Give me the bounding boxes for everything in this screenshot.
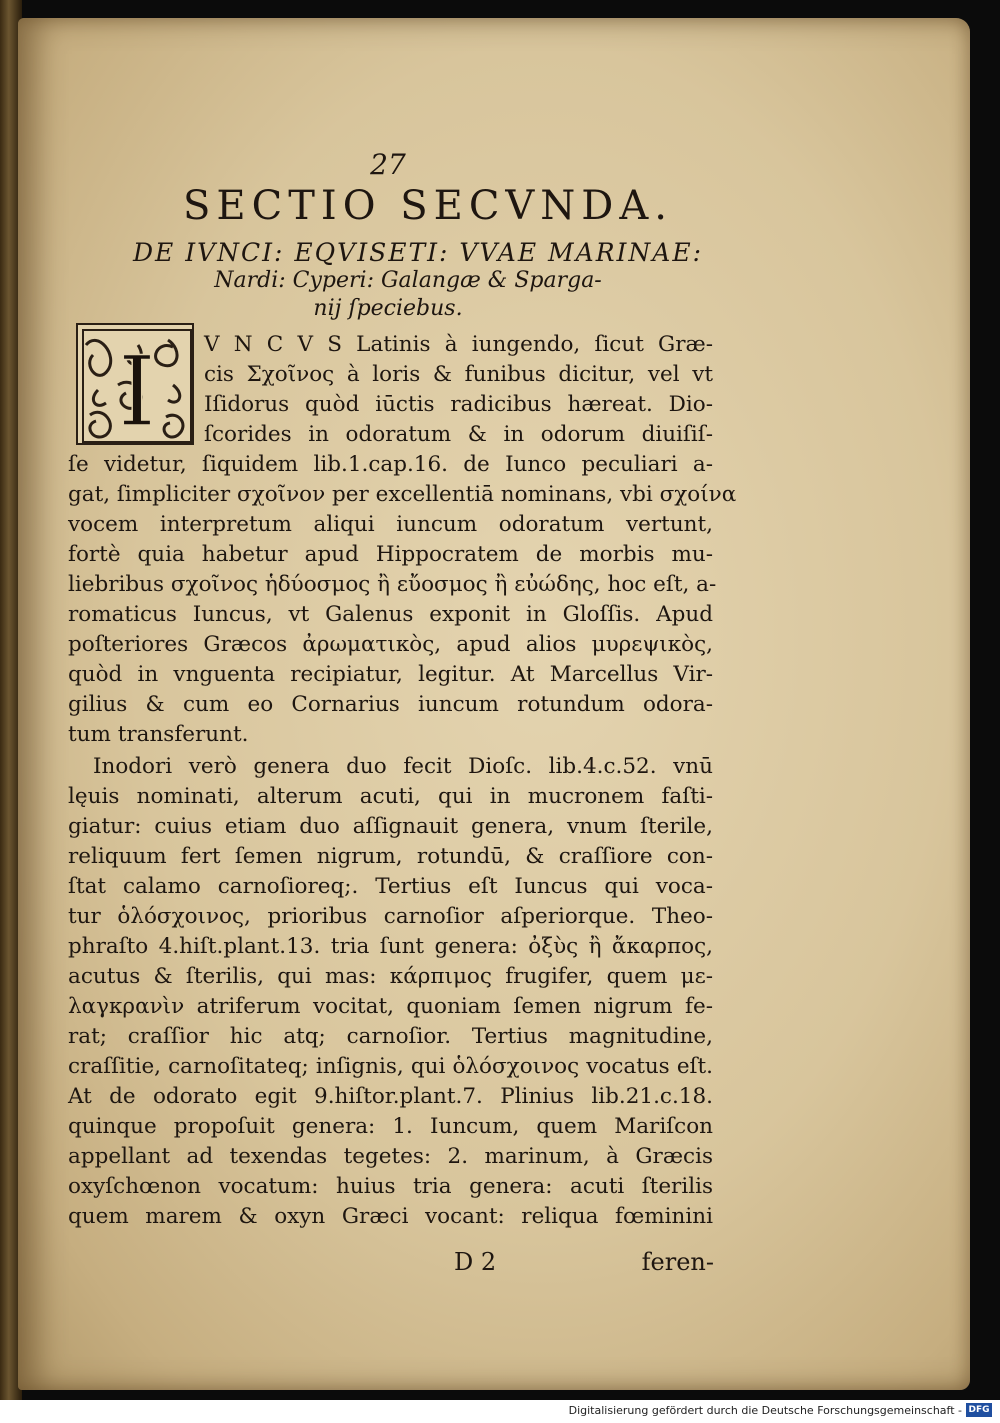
text-line: lęuis nominati, alterum acuti, qui in mucronem faſti- xyxy=(68,784,713,809)
dfg-logo: DFG xyxy=(966,1403,992,1417)
subtitle-line-3: nij ſpeciebus. xyxy=(313,296,463,321)
page-number: 27 xyxy=(370,148,406,181)
text-line: ſtat calamo carnoſioreq;. Tertius eſt Iuncus qui voca- xyxy=(68,874,713,899)
text-line: acutus & ſterilis, qui mas: κάρπιμος frugifer, quem με- xyxy=(68,964,713,989)
text-line: liebribus σχοῖνος ἡδύοσμος ἢ εὔοσμος ἢ εὐώδης, hoc eſt, a- xyxy=(68,572,717,597)
text-line: reliquum fert ſemen nigrum, rotundū, & craſſiore con- xyxy=(68,844,713,869)
subtitle-line-1: DE IVNCI: EQVISETI: VVAE MARINAE: xyxy=(132,238,703,267)
text-line: fortè quia habetur apud Hippocratem de morbis mu- xyxy=(68,542,713,567)
text-line: quòd in vnguenta recipiatur, legitur. At Marcellus Vir- xyxy=(68,662,713,687)
text-line: ſcorides in odoratum & in odorum diuiſiſ- xyxy=(204,422,713,447)
text-line: quinque propoſuit genera: 1. Iuncum, quem Mariſcon xyxy=(68,1114,713,1139)
text-line: oxyſchœnon vocatum: huius tria genera: acuti ſterilis xyxy=(68,1174,713,1199)
text-line: Iſidorus quòd iūctis radicibus hæreat. Dio- xyxy=(204,392,713,417)
subtitle-line-2: Nardi: Cyperi: Galangæ & Sparga- xyxy=(214,268,602,293)
text-line: appellant ad texendas tegetes: 2. marinum, à Græcis xyxy=(68,1144,713,1169)
footer-credit: Digitalisierung gefördert durch die Deutsche Forschungsgemeinschaft - xyxy=(568,1404,962,1417)
text-line: romaticus Iuncus, vt Galenus exponit in Gloſſis. Apud xyxy=(68,602,713,627)
text-line: Inodori verò genera duo fecit Dioſc. lib.4.c.52. vnū xyxy=(93,754,713,779)
text-line: gat, ſimpliciter σχοῖνον per excellentiā nominans, vbi σχοίνα xyxy=(68,482,737,507)
text-line: craſſitie, carnoſitateq; inſignis, qui ὁλόσχοινος vocatus eſt. xyxy=(68,1054,713,1079)
text-line: vocem interpretum aliqui iuncum odoratum vertunt, xyxy=(68,512,713,537)
text-line: cis Σχοῖνος à loris & funibus dicitur, vel vt xyxy=(204,362,713,387)
signature-mark: D 2 xyxy=(454,1248,497,1276)
text-line: poſteriores Græcos ἀρωματικὸς, apud alios μυρεψικὸς, xyxy=(68,632,713,657)
text-line: λαγκρανὶν atriferum vocitat, quoniam ſemen nigrum fe- xyxy=(68,994,713,1019)
book-page xyxy=(18,18,970,1390)
drop-cap-letter: I xyxy=(118,336,156,447)
text-line: quem marem & oxyn Græci vocant: reliqua fœminini xyxy=(68,1204,713,1229)
text-line: phraſto 4.hiſt.plant.13. tria ſunt genera: ὀξὺς ἢ ἄκαρπος, xyxy=(68,934,713,959)
text-line: giatur: cuius etiam duo aſſignauit genera, vnum ſterile, xyxy=(68,814,713,839)
text-line: V N C V S Latinis à iungendo, ſicut Græ- xyxy=(204,332,713,357)
section-title: SECTIO SECVNDA. xyxy=(183,183,673,229)
text-line: tum transferunt. xyxy=(68,722,249,747)
text-line: gilius & cum eo Cornarius iuncum rotundum odora- xyxy=(68,692,713,717)
text-line: tur ὁλόσχοινος, prioribus carnoſior aſperiorque. Theo- xyxy=(68,904,713,929)
body-text xyxy=(18,18,970,1390)
text-line: rat; craſſior hic atq; carnoſior. Tertius magnitudine, xyxy=(68,1024,713,1049)
catchword: feren- xyxy=(641,1248,714,1276)
text-line: At de odorato egit 9.hiſtor.plant.7. Plinius lib.21.c.18. xyxy=(68,1084,713,1109)
text-line: ſe videtur, ſiquidem lib.1.cap.16. de Iunco peculiari a- xyxy=(68,452,713,477)
